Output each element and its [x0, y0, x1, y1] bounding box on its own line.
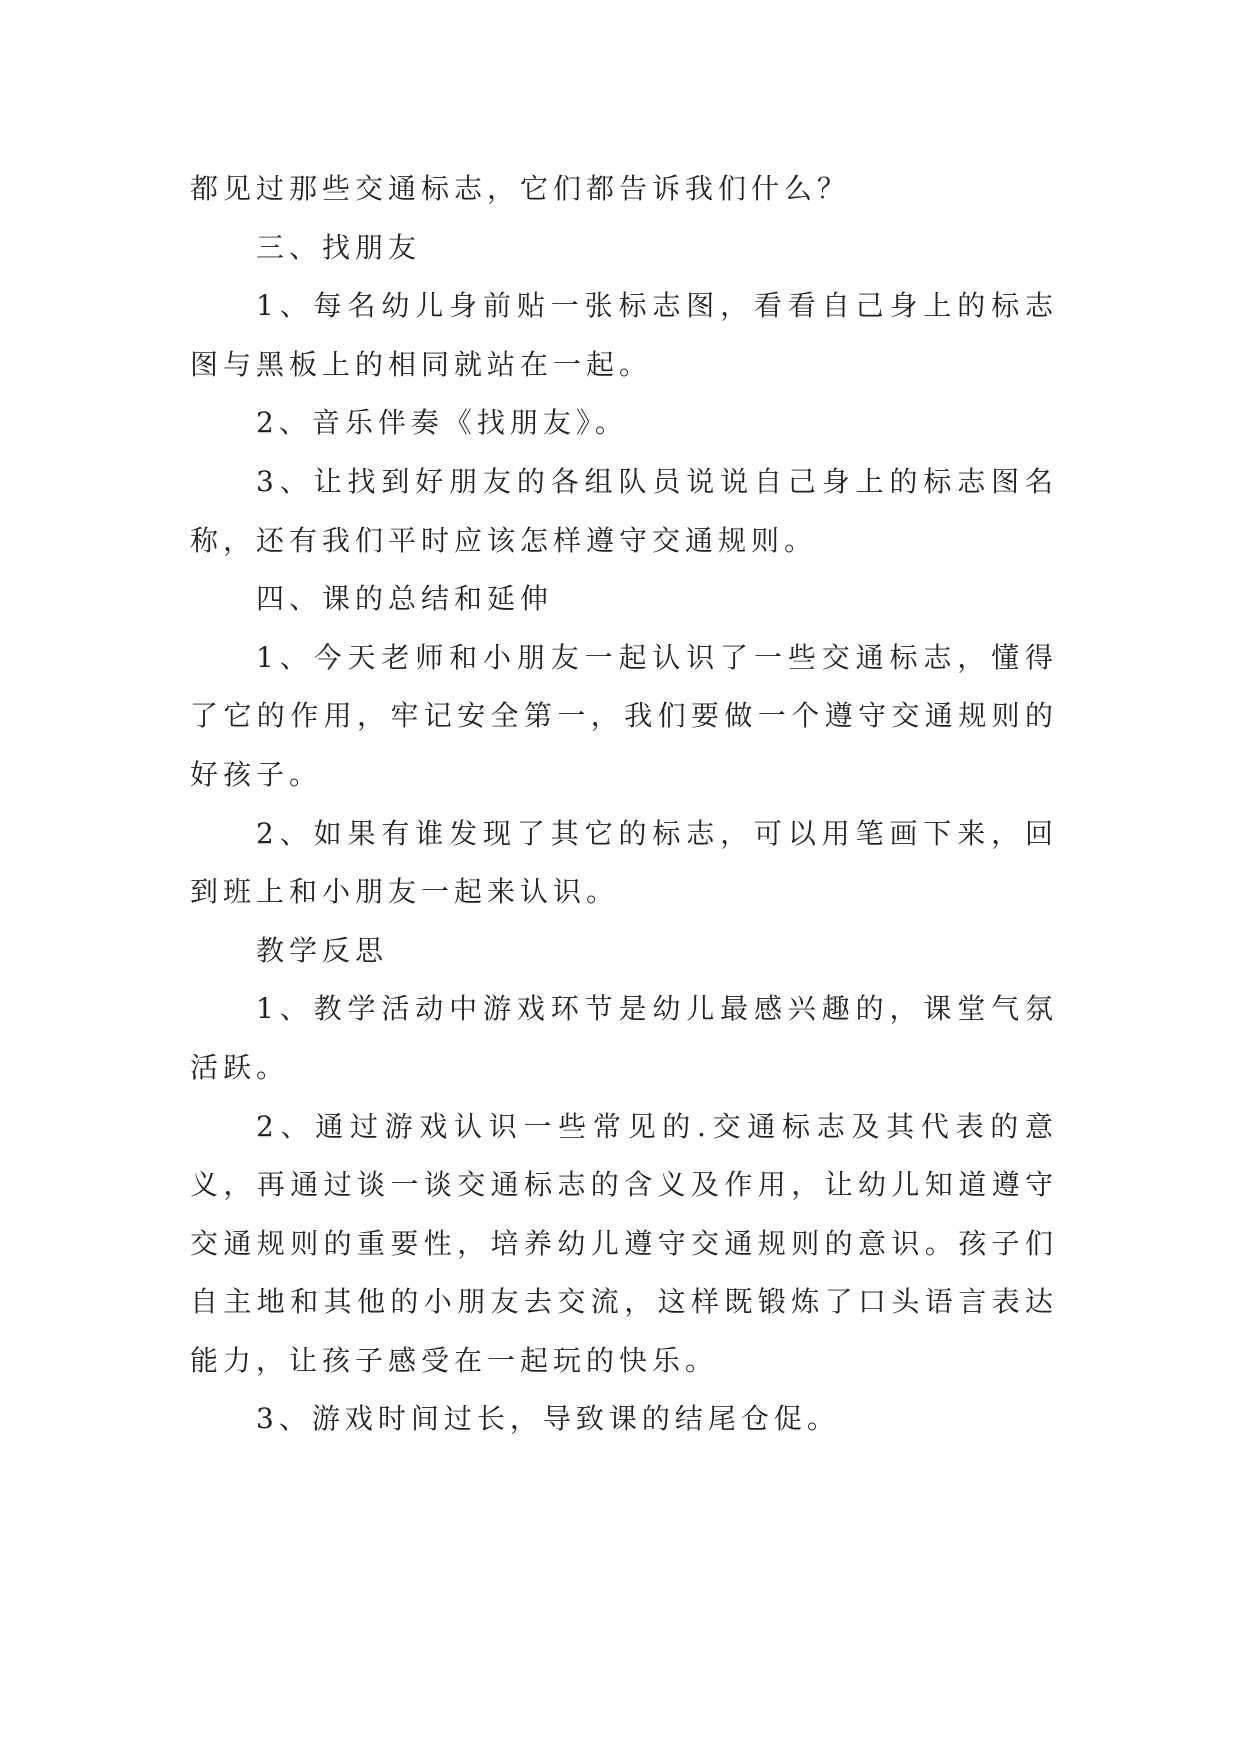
list-item: 1、教学活动中游戏环节是幼儿最感兴趣的，课堂气氛活跃。 [190, 992, 1058, 1084]
list-item: 3、游戏时间过长，导致课的结尾仓促。 [256, 1402, 840, 1436]
section-heading-summary: 四、课的总结和延伸 [256, 582, 554, 616]
document-body [190, 160, 1058, 1449]
list-item: 3、让找到好朋友的各组队员说说自己身上的标志图名称，还有我们平时应该怎样遵守交通规则。 [190, 464, 1058, 557]
list-item: 1、今天老师和小朋友一起认识了一些交通标志，懂得了它的作用，牢记安全第一，我们要做一个遵守交通规则的好孩子。 [190, 640, 1058, 791]
section-heading-find-friends: 三、找朋友 [256, 230, 422, 264]
list-item: 2、如果有谁发现了其它的标志，可以用笔画下来，回到班上和小朋友一起来认识。 [190, 816, 1058, 909]
body-paragraph: 都见过那些交通标志，它们都告诉我们什么？ [190, 172, 851, 205]
list-item: 2、音乐伴奏《找朋友》。 [256, 406, 628, 440]
section-heading-reflection: 教学反思 [256, 933, 389, 967]
list-item: 2、通过游戏认识一些常见的.交通标志及其代表的意义，再通过谈一谈交通标志的含义及作用，让幼儿知道遵守交通规则的重要性，培养幼儿遵守交通规则的意识。孩子们自主地和其他的小朋友去交流，这样既锻炼了口头语言表达能力，让孩子感受在一起玩的快乐。 [190, 1109, 1058, 1377]
list-item: 1、每名幼儿身前贴一张标志图，看看自己身上的标志图与黑板上的相同就站在一起。 [190, 289, 1058, 381]
